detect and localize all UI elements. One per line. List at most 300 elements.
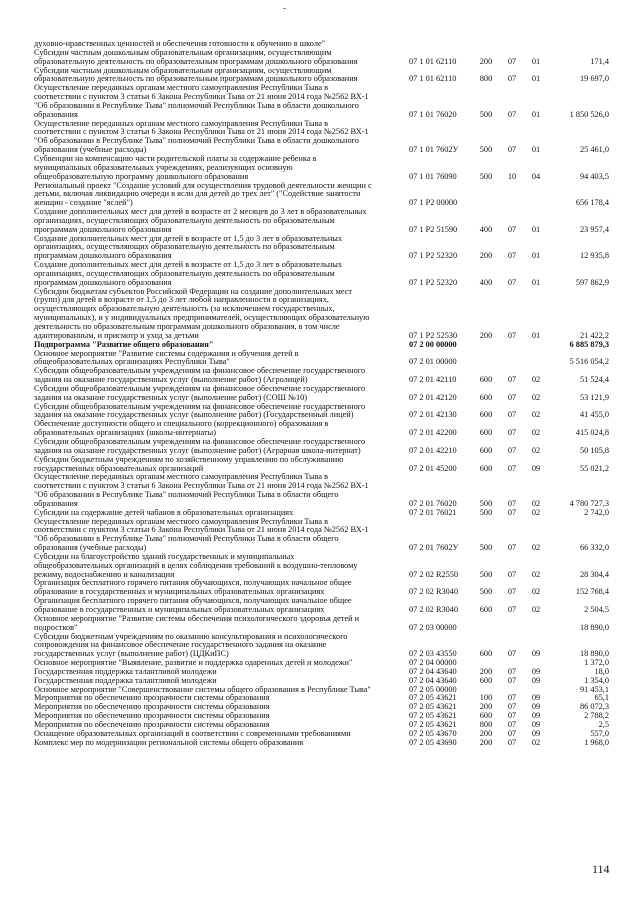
row-section: 07 (507, 74, 517, 84)
row-subsection: 01 (531, 56, 541, 66)
row-code: 07 2 02 R2550 (409, 569, 459, 579)
row-section: 07 (507, 224, 517, 234)
row-name (34, 659, 402, 668)
row-amount: 53 121,9 (579, 392, 609, 402)
row-code: 07 2 01 7602У (409, 543, 459, 553)
row-subsection: 01 (531, 330, 541, 340)
row-section: 07 (507, 693, 517, 703)
row-name-line: программам дошкольного образования (34, 225, 172, 234)
row-code: 07 2 04 00000 (409, 658, 457, 668)
row-name (34, 341, 402, 350)
row-expense-type: 600 (479, 605, 493, 614)
row-name-line: осуществляющих образовательную деятельность (за исключением государственных, (34, 305, 335, 314)
row-code: 07 1 P2 00000 (409, 198, 458, 208)
row-name (34, 67, 402, 85)
row-name-line: деятельность по образовательным программам дошкольного образования, в том числе (34, 323, 340, 331)
row-subsection: 01 (531, 224, 541, 234)
row-subsection: 02 (531, 507, 541, 517)
row-name-line: духовно-нравственных ценностей и обеспечения готовности к обучению в школе" (34, 40, 326, 48)
row-name-line: сопровождения на финансовое обеспечение государственного задания на оказание (34, 641, 327, 650)
row-subsection: 01 (531, 145, 541, 155)
row-name-line: общеобразовательных организаций в целях соблюдения требований к воздушно-тепловому (34, 561, 358, 570)
row-amount: 152 768,4 (575, 587, 609, 597)
table-row (34, 579, 609, 597)
row-name (34, 403, 402, 421)
row-subsection: 09 (531, 728, 541, 738)
row-section: 07 (507, 463, 517, 473)
row-expense-type: 600 (479, 392, 493, 402)
row-subsection: 01 (531, 277, 541, 287)
page-number: 114 (592, 862, 610, 876)
row-name-line: образования (34, 499, 78, 508)
table-row (34, 677, 609, 686)
row-subsection: 02 (531, 428, 541, 438)
row-name-line: образование в государственных и муниципальных образовательных организациях (34, 606, 325, 614)
row-name-line: Основное мероприятие "Развитие системы содержания и обучения детей в (34, 349, 299, 358)
row-amount: 18 890,0 (579, 622, 609, 632)
row-amount: 94 403,5 (579, 171, 609, 181)
row-subsection: 09 (531, 719, 541, 729)
row-name-line: соответствии с пунктом 3 статьи 6 Закона Республики Тыва от 21 июня 2014 года №2562 ВХ-1 (34, 526, 369, 535)
row-amount: 65,1 (594, 693, 609, 703)
row-section: 07 (507, 375, 517, 385)
table-row (34, 182, 609, 209)
row-subsection: 02 (531, 569, 541, 579)
row-name (34, 120, 402, 155)
row-name-line: общеобразовательных организациях Республики Тыва" (34, 358, 230, 367)
row-subsection: 02 (531, 410, 541, 420)
row-amount: 21 422,2 (579, 330, 609, 340)
row-amount: 18 890,0 (579, 649, 609, 659)
table-row (34, 686, 609, 695)
row-name-line: соответствии с пунктом 3 статьи 6 Закона Республики Тыва от 21 июня 2014 года №2562 ВХ-1 (34, 93, 369, 102)
row-amount: 2 504,5 (584, 605, 609, 614)
row-subsection: 09 (531, 666, 541, 676)
row-name (34, 633, 402, 660)
table-row (34, 597, 609, 615)
row-code: 07 1 01 62110 (409, 74, 457, 84)
row-section: 07 (507, 392, 517, 402)
row-section: 07 (507, 445, 517, 455)
row-name-line: Оснащение образовательных организаций в соответствии с современными требованиями (34, 729, 351, 738)
row-section: 07 (507, 605, 517, 614)
row-code: 07 2 01 42210 (409, 445, 457, 455)
row-expense-type: 600 (479, 649, 493, 659)
row-name-line: Организация бесплатного горячего питания обучающихся, получающих начальное общее (34, 579, 352, 588)
row-expense-type: 200 (479, 56, 493, 66)
row-expense-type: 500 (479, 587, 493, 597)
row-amount: 597 862,9 (575, 277, 609, 287)
row-name-line: Создание дополнительных мест для детей в возрасте от 1,5 до 3 лет в образовательных (34, 234, 342, 243)
row-code: 07 2 05 00000 (409, 684, 457, 694)
row-expense-type: 800 (479, 74, 493, 84)
row-name-line: адаптированным, и присмотр и уход за детьми (34, 331, 199, 340)
row-name-line: Субсидии бюджетным учреждениям по хозяйственному управлению по обслуживанию (34, 455, 344, 464)
row-section: 07 (507, 569, 517, 579)
row-subsection: 02 (531, 605, 541, 614)
row-code: 07 2 00 00000 (409, 339, 457, 349)
table-row (34, 633, 609, 660)
row-name (34, 84, 402, 119)
row-name (34, 49, 402, 67)
row-amount: 25 461,0 (579, 145, 609, 155)
row-name (34, 473, 402, 508)
row-section: 07 (507, 277, 517, 287)
row-name (34, 712, 402, 721)
table-row (34, 739, 609, 748)
row-name (34, 40, 402, 49)
row-name (34, 703, 402, 712)
row-name-line: программам дошкольного образования (34, 278, 172, 287)
row-expense-type: 200 (479, 702, 493, 712)
row-code: 07 1 01 76020 (409, 109, 457, 119)
row-section: 07 (507, 428, 517, 438)
row-subsection: 09 (531, 675, 541, 685)
row-name-line: Основное мероприятие "Совершенствование системы общего образования в Республике Тыва" (34, 685, 371, 694)
table-row (34, 261, 609, 288)
row-name (34, 438, 402, 456)
row-name-line: Субсидии частным дошкольным образовательным организациям, осуществляющим (34, 66, 332, 75)
row-expense-type: 500 (479, 543, 493, 553)
row-expense-type: 100 (479, 693, 493, 703)
table-row (34, 235, 609, 262)
row-section: 07 (507, 145, 517, 155)
table-row (34, 288, 609, 341)
row-name-line: программам дошкольного образования (34, 252, 172, 261)
row-name-line: образования (учебные расходы) (34, 146, 147, 155)
row-name (34, 261, 402, 288)
row-name (34, 235, 402, 262)
row-name (34, 615, 402, 633)
row-amount: 19 697,0 (579, 74, 609, 84)
table-row (34, 712, 609, 721)
row-name-line: соответствии с пунктом 3 статьи 6 Закона Республики Тыва от 21 июня 2014 года №2562 ВХ-1 (34, 128, 369, 137)
row-amount: 28 304,4 (579, 569, 609, 579)
row-name (34, 456, 402, 474)
row-expense-type: 200 (479, 330, 493, 340)
row-name-line: Мероприятия по обеспечению прозрачности системы образования (34, 720, 270, 729)
row-expense-type: 500 (479, 109, 493, 119)
row-section: 07 (507, 587, 517, 597)
row-code: 07 2 01 42130 (409, 410, 457, 420)
row-name-line: подростков" (34, 623, 78, 632)
row-code: 07 2 02 R3040 (409, 587, 459, 597)
row-name-line: Создание дополнительных мест для детей в возрасте от 2 месяцев до 3 лет в образовательных (34, 208, 367, 217)
row-subsection: 01 (531, 109, 541, 119)
row-name (34, 677, 402, 686)
row-code: 07 2 01 42110 (409, 375, 457, 385)
row-name-line: Субсидии общеобразовательным учреждениям на финансовое обеспечение государственного (34, 367, 366, 376)
row-name-line: Субсидии на содержание детей чабанов в образовательных организациях (34, 508, 294, 517)
table-row (34, 721, 609, 730)
row-code: 07 2 03 43550 (409, 649, 457, 659)
table-row (34, 518, 609, 553)
row-name-line: организациях, осуществляющих образовательную деятельность по образовательным (34, 216, 335, 225)
row-name-line: организациях, осуществляющих образовательную деятельность по образовательным (34, 243, 335, 252)
row-code: 07 2 01 45200 (409, 463, 457, 473)
row-subsection: 09 (531, 702, 541, 712)
row-name-line: режиму, водоснабжению и канализации (34, 570, 175, 579)
row-name-line: Субсидии бюджетным учреждениям по оказанию консультирования и психологического (34, 632, 348, 641)
row-subsection: 09 (531, 463, 541, 473)
row-name-line: образовательную деятельность по образовательным программам дошкольного образования (34, 75, 358, 84)
row-name-line: образования (учебные расходы) (34, 544, 147, 553)
table-row (34, 456, 609, 474)
row-name-line: задания на оказание государственных услуг (выполнение работ) (Аграрная школа-интернат) (34, 446, 361, 455)
row-subsection: 01 (531, 251, 541, 261)
row-name-line: Подпрограмма "Развитие общего образования" (34, 340, 214, 349)
table-row (34, 367, 609, 385)
row-name (34, 694, 402, 703)
row-section: 07 (507, 498, 517, 508)
table-row (34, 341, 609, 350)
row-code: 07 2 05 43670 (409, 728, 457, 738)
table-row (34, 694, 609, 703)
row-subsection: 01 (531, 74, 541, 84)
table-row (34, 403, 609, 421)
row-amount: 55 021,2 (579, 463, 609, 473)
row-name-line: Мероприятия по обеспечению прозрачности системы образования (34, 712, 270, 721)
row-amount: 18,0 (594, 666, 609, 676)
row-name-line: Субсидии общеобразовательным учреждениям на финансовое обеспечение государственного (34, 384, 366, 393)
table-row (34, 350, 609, 368)
row-name-line: образовательную деятельность по образовательным программам дошкольного образования (34, 57, 358, 66)
row-amount: 656 178,4 (575, 198, 609, 208)
row-amount: 2 788,2 (584, 711, 609, 721)
row-code: 07 2 05 43621 (409, 693, 457, 703)
row-name-line: Осуществление переданных органам местного самоуправления Республики Тыва в (34, 517, 329, 526)
row-name-line: Осуществление переданных органам местного самоуправления Республики Тыва в (34, 473, 329, 482)
row-section: 10 (507, 171, 517, 181)
row-name-line: Создание дополнительных мест для детей в возрасте от 1,5 до 3 лет в образовательных (34, 261, 342, 270)
row-name (34, 553, 402, 580)
row-name-line: Осуществление переданных органам местного самоуправления Республики Тыва в (34, 119, 329, 128)
row-expense-type: 500 (479, 498, 493, 508)
row-subsection: 04 (531, 171, 541, 181)
table-row (34, 553, 609, 580)
row-code: 07 1 P2 52320 (409, 251, 458, 261)
row-subsection: 02 (531, 498, 541, 508)
table-row (34, 659, 609, 668)
row-name-line: государственных услуг (выполнение работ) (ЦДКиПС) (34, 650, 229, 659)
row-amount: 2 742,0 (584, 507, 609, 517)
row-name-line: "Об образовании в Республике Тыва" полномочий Республики Тыва в области общего (34, 491, 339, 500)
row-code: 07 1 P2 51590 (409, 224, 458, 234)
budget-table (34, 40, 609, 748)
row-expense-type: 500 (479, 507, 493, 517)
row-amount: 4 780 727,3 (569, 498, 609, 508)
table-row (34, 67, 609, 85)
row-expense-type: 500 (479, 145, 493, 155)
row-name-line: образования (34, 110, 78, 119)
row-name-line: задания на оказание государственных услуг (выполнение работ) (СОШ №10) (34, 393, 307, 402)
row-name-line: государственных образовательных организаций (34, 464, 204, 473)
row-expense-type: 600 (479, 375, 493, 385)
row-code: 07 2 01 42120 (409, 392, 457, 402)
row-expense-type: 600 (479, 675, 493, 685)
row-name-line: соответствии с пунктом 3 статьи 6 Закона Республики Тыва от 21 июня 2014 года №2562 ВХ-1 (34, 482, 369, 491)
row-name-line: Региональный проект "Создание условий для осуществления трудовой деятельности женщин с (34, 181, 372, 190)
row-expense-type: 200 (479, 251, 493, 261)
row-expense-type: 500 (479, 569, 493, 579)
row-section: 07 (507, 649, 517, 659)
row-name (34, 420, 402, 438)
row-name-line: (групп) для детей в возрасте от 1,5 до 3 лет любой направленности в организациях, (34, 296, 329, 305)
table-row (34, 155, 609, 182)
row-amount: 6 885 879,3 (569, 339, 609, 349)
row-name-line: Основное мероприятие "Выявление, развитие и поддержка одаренных детей и молодежи" (34, 659, 353, 668)
row-name-line: Основное мероприятие "Развитие системы обеспечения психологического здоровья детей и (34, 614, 360, 623)
row-name-line: организациях, осуществляющих образовательную деятельность по образовательным (34, 269, 335, 278)
table-row (34, 40, 609, 49)
row-name-line: детьми, включая ликвидацию очереди в ясли для детей до трех лет" ("Содействие занятости (34, 190, 361, 199)
row-name (34, 579, 402, 597)
row-name-line: Комплекс мер по модернизации региональной системы общего образования (34, 738, 304, 747)
row-amount: 2,5 (598, 719, 609, 729)
table-row (34, 120, 609, 155)
row-name-line: Субсидии на благоустройство зданий государственных и муниципальных (34, 552, 295, 561)
row-amount: 12 935,8 (579, 251, 609, 261)
row-section: 07 (507, 109, 517, 119)
row-expense-type: 400 (479, 224, 493, 234)
row-name-line: Субсидии частным дошкольным образовательным организациям, осуществляющим (34, 48, 332, 57)
row-code: 07 2 01 00000 (409, 357, 457, 367)
row-code: 07 2 04 43640 (409, 675, 457, 685)
row-subsection: 02 (531, 587, 541, 597)
row-name-line: Субсидии общеобразовательным учреждениям на финансовое обеспечение государственного (34, 402, 366, 411)
row-name-line: Организация бесплатного горячего питания обучающихся, получающих начальное общее (34, 597, 352, 606)
row-section: 07 (507, 666, 517, 676)
row-code: 07 2 02 R3040 (409, 605, 459, 614)
row-amount: 50 105,8 (579, 445, 609, 455)
row-name (34, 155, 402, 182)
table-row (34, 703, 609, 712)
row-name (34, 518, 402, 553)
row-code: 07 2 01 76020 (409, 498, 457, 508)
row-name-line: задания на оказание государственных услуг (выполнение работ) (Государственный лицей) (34, 411, 354, 420)
row-name (34, 288, 402, 341)
row-name (34, 385, 402, 403)
row-name-line: Субвенции на компенсацию части родительской платы за содержание ребенка в (34, 154, 317, 163)
row-section: 07 (507, 728, 517, 738)
table-row (34, 615, 609, 633)
row-amount: 557,0 (590, 728, 609, 738)
row-expense-type: 400 (479, 277, 493, 287)
row-name (34, 668, 402, 677)
row-name (34, 721, 402, 730)
row-subsection: 09 (531, 711, 541, 721)
row-amount: 1 968,0 (584, 737, 609, 747)
row-name (34, 208, 402, 235)
table-row (34, 49, 609, 67)
row-code: 07 2 05 43690 (409, 737, 457, 747)
row-name-line: женщин - создание "яслей") (34, 199, 133, 208)
row-name (34, 739, 402, 748)
table-row (34, 668, 609, 677)
row-amount: 23 957,4 (579, 224, 609, 234)
row-name-line: "Об образовании в Республике Тыва" полномочий Республики Тыва в области дошкольного (34, 137, 359, 146)
row-section: 07 (507, 675, 517, 685)
row-code: 07 1 01 7602У (409, 145, 459, 155)
row-amount: 171,4 (590, 56, 609, 66)
row-code: 07 2 05 43621 (409, 702, 457, 712)
row-section: 07 (507, 702, 517, 712)
row-name-line: Государственная поддержка талантливой молодежи (34, 667, 217, 676)
row-name-line: "Об образовании в Республике Тыва" полномочий Республики Тыва в области общего (34, 535, 339, 544)
row-section: 07 (507, 737, 517, 747)
table-row (34, 730, 609, 739)
row-amount: 91 453,1 (579, 684, 609, 694)
row-expense-type: 500 (479, 171, 493, 181)
table-row (34, 473, 609, 508)
row-subsection: 09 (531, 649, 541, 659)
row-name-line: Субсидии общеобразовательным учреждениям на финансовое обеспечение государственного (34, 437, 366, 446)
row-expense-type: 600 (479, 445, 493, 455)
row-amount: 415 024,8 (575, 428, 609, 438)
row-amount: 5 516 054,2 (569, 357, 609, 367)
row-name-line: образовательных организациях (школы-интернаты) (34, 429, 216, 438)
row-section: 07 (507, 410, 517, 420)
row-amount: 1 850 526,0 (569, 109, 609, 119)
row-subsection: 02 (531, 375, 541, 385)
row-expense-type: 200 (479, 666, 493, 676)
table-row (34, 509, 609, 518)
row-expense-type: 200 (479, 737, 493, 747)
row-subsection: 02 (531, 392, 541, 402)
row-name (34, 597, 402, 615)
row-name (34, 367, 402, 385)
row-name-line: образование в государственных и муниципальных образовательных организациях (34, 588, 325, 597)
row-expense-type: 600 (479, 711, 493, 721)
table-row (34, 385, 609, 403)
row-section: 07 (507, 543, 517, 553)
row-code: 07 2 01 42200 (409, 428, 457, 438)
row-subsection: 02 (531, 445, 541, 455)
row-name (34, 182, 402, 209)
row-section: 07 (507, 56, 517, 66)
row-expense-type: 600 (479, 428, 493, 438)
row-code: 07 2 04 43640 (409, 666, 457, 676)
row-section: 07 (507, 711, 517, 721)
row-name-line: Осуществление переданных органам местного самоуправления Республики Тыва в (34, 84, 329, 93)
row-name-line: общеобразовательную программу дошкольного образования (34, 172, 249, 181)
row-name (34, 350, 402, 368)
row-code: 07 1 P2 52530 (409, 330, 458, 340)
table-row (34, 438, 609, 456)
table-row (34, 208, 609, 235)
row-subsection: 09 (531, 693, 541, 703)
table-row (34, 420, 609, 438)
row-code: 07 2 03 00000 (409, 622, 457, 632)
row-name-line: Обеспечение доступности общего и специального (коррекционного) образования в (34, 420, 329, 429)
row-amount: 1 372,0 (584, 658, 609, 668)
row-expense-type: 600 (479, 463, 493, 473)
row-name-line: Мероприятия по обеспечению прозрачности системы образования (34, 703, 270, 712)
row-section: 07 (507, 330, 517, 340)
row-amount: 51 524,4 (579, 375, 609, 385)
row-amount: 1 354,0 (584, 675, 609, 685)
row-name-line: муниципальных), и у индивидуальных предпринимателей, осуществляющих образовательную (34, 314, 370, 323)
row-code: 07 1 01 62110 (409, 56, 457, 66)
row-code: 07 2 01 76021 (409, 507, 457, 517)
row-name-line: Государственная поддержка талантливой молодежи (34, 676, 217, 685)
row-name-line: "Об образовании в Республике Тыва" полномочий Республики Тыва в области дошкольного (34, 101, 359, 110)
row-amount: 41 455,0 (579, 410, 609, 420)
row-name-line: Мероприятия по обеспечению прозрачности системы образования (34, 694, 270, 703)
row-subsection: 02 (531, 543, 541, 553)
row-section: 07 (507, 251, 517, 261)
table-row (34, 84, 609, 119)
